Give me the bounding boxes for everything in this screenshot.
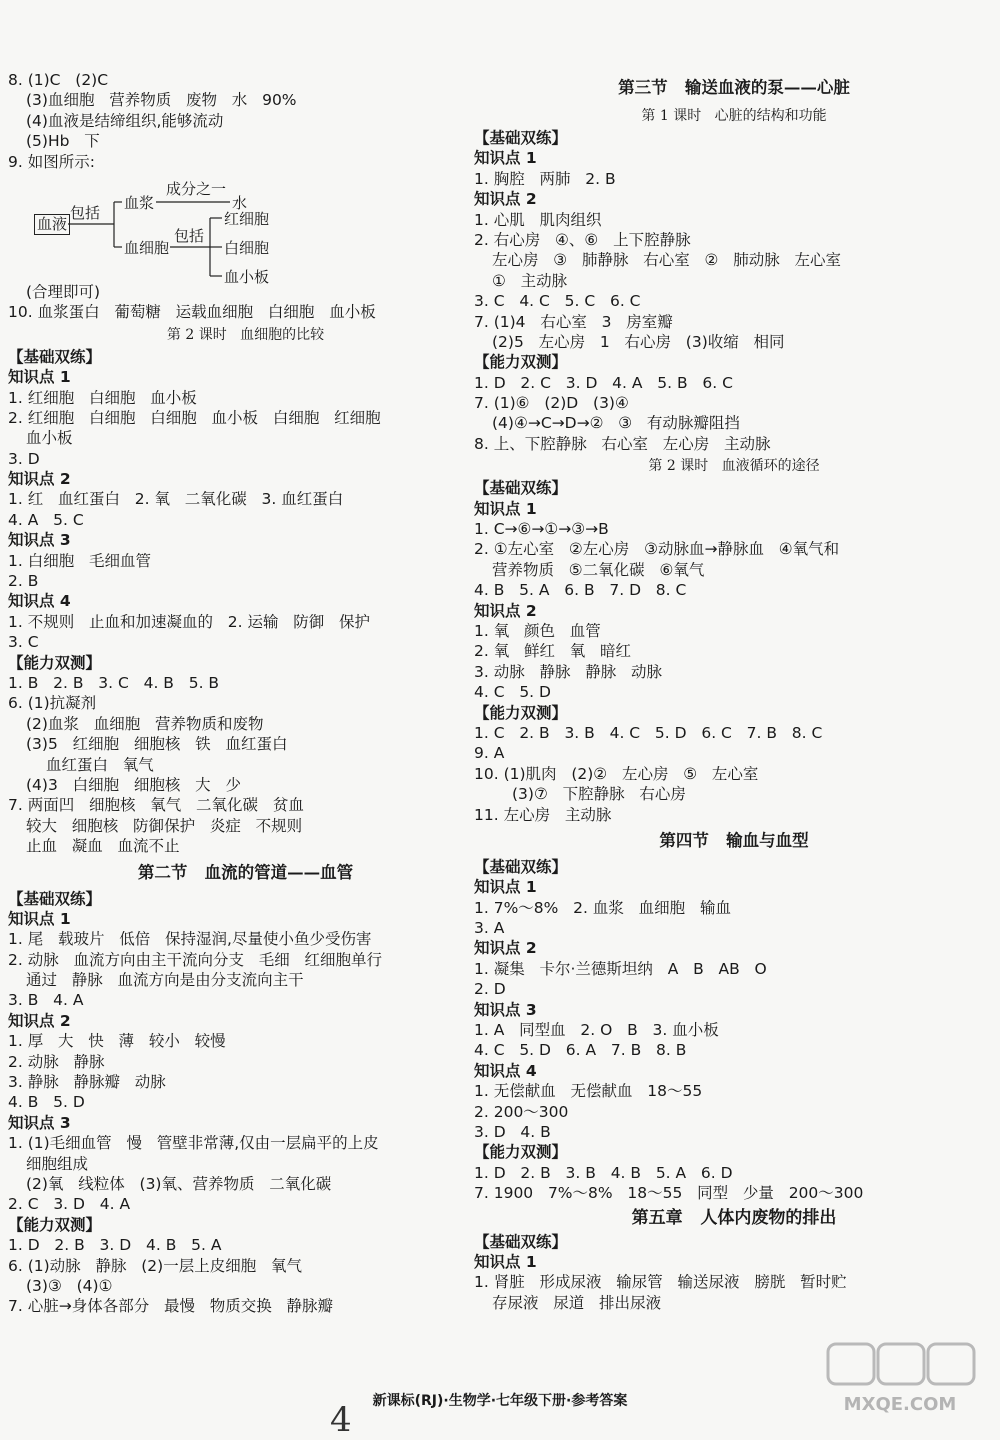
answer-line: 4. B 5. A 6. B 7. D 8. C <box>474 581 687 600</box>
diagram-cells: 血细胞 <box>124 238 170 257</box>
diagram-blood: 血液 <box>34 214 70 235</box>
section-heading: 【基础双练】 <box>474 479 568 498</box>
answer-line: 1. (1)毛细血管 慢 管壁非常薄,仅由一层扁平的上皮 <box>8 1134 379 1153</box>
answer-line: (4)3 白细胞 细胞核 大 少 <box>26 775 241 794</box>
diagram-platelet: 血小板 <box>224 267 270 286</box>
answer-line: (2)5 左心房 1 右心房 (3)收缩 相同 <box>492 332 785 351</box>
answer-line: 10. (1)肌肉 (2)② 左心房 ⑤ 左心室 <box>474 764 759 783</box>
left-after-diagram <box>8 282 483 323</box>
answer-line: 1. 胸腔 两肺 2. B <box>474 169 616 188</box>
answer-line: 1. 不规则 止血和加速凝血的 2. 运输 防御 保护 <box>8 612 371 631</box>
answer-line: 3. D <box>8 449 40 468</box>
answer-line: 7. (1)⑥ (2)D (3)④ <box>474 394 629 413</box>
answer-line: (合理即可) <box>26 282 101 301</box>
section-heading: 【基础双练】 <box>8 889 102 908</box>
diagram-include-1: 包括 <box>70 203 101 222</box>
section-heading: 知识点 2 <box>474 190 537 209</box>
section-heading: 知识点 1 <box>474 499 537 518</box>
section-4-title: 第四节 输血与血型 <box>659 830 809 850</box>
answer-line: 2. C 3. D 4. A <box>8 1195 131 1214</box>
answer-line: 3. 动脉 静脉 静脉 动脉 <box>474 662 663 681</box>
answer-line: 左心房 ③ 肺静脉 右心室 ② 肺动脉 左心室 <box>492 251 841 270</box>
answer-line: 8. (1)C (2)C <box>8 71 109 89</box>
section-heading: 知识点 3 <box>8 1113 71 1132</box>
answer-line: (2)氧 线粒体 (3)氧、营养物质 二氧化碳 <box>26 1174 332 1193</box>
diagram-rbc: 红细胞 <box>224 209 270 228</box>
answer-line: (3)③ (4)① <box>26 1276 113 1295</box>
page-footer: 新课标(RJ)·生物学·七年级下册·参考答案 <box>372 1393 628 1409</box>
answer-line: 2. B <box>8 572 39 591</box>
section-heading: 【能力双测】 <box>474 1143 568 1162</box>
answer-line: 2. 红细胞 白细胞 白细胞 血小板 白细胞 红细胞 <box>8 408 381 427</box>
section-3-lesson-1-title: 第 1 课时 心脏的结构和功能 <box>641 108 827 124</box>
answer-line: 1. 心肌 肌肉组织 <box>474 210 602 229</box>
section-2-title: 第二节 血流的管道——血管 <box>137 862 354 882</box>
section-heading: 知识点 1 <box>474 1252 537 1271</box>
answer-line: 较大 细胞核 防御保护 炎症 不规则 <box>26 816 303 835</box>
answer-line: 通过 静脉 血流方向是由分支流向主干 <box>26 971 304 990</box>
blood-composition-diagram <box>8 174 468 286</box>
section-heading: 知识点 3 <box>8 531 71 550</box>
answer-line: 7. 心脏→身体各部分 最慢 物质交换 静脉瓣 <box>8 1297 334 1316</box>
answer-line: 3. 静脉 静脉瓣 动脉 <box>8 1073 166 1092</box>
answer-line: 11. 左心房 主动脉 <box>474 805 612 824</box>
answer-line: 1. 厚 大 快 薄 较小 较慢 <box>8 1032 226 1051</box>
section-heading: 【能力双测】 <box>8 1215 102 1234</box>
section-heading: 知识点 3 <box>474 1000 537 1019</box>
answer-line: 10. 血浆蛋白 葡萄糖 运载血细胞 白细胞 血小板 <box>8 303 376 322</box>
diagram-component: 成分之一 <box>166 179 227 198</box>
section-3-lesson-2-answers <box>474 478 994 825</box>
answer-line: (5)Hb 下 <box>26 132 100 151</box>
answer-line: 1. 尾 载玻片 低倍 保持湿润,尽量使小鱼少受伤害 <box>8 930 372 949</box>
answer-line: 2. 动脉 静脉 <box>8 1052 105 1071</box>
section-heading: 知识点 2 <box>474 939 537 958</box>
answer-line: (3)5 红细胞 细胞核 铁 血红蛋白 <box>26 735 288 754</box>
section-heading: 知识点 1 <box>474 149 537 168</box>
right-column <box>474 78 994 1313</box>
answer-line: 1. 白细胞 毛细血管 <box>8 551 151 570</box>
answer-line: 血小板 <box>26 429 73 448</box>
answer-line: 4. B 5. D <box>8 1093 85 1112</box>
section-heading: 【基础双练】 <box>474 129 568 147</box>
answer-line: 1. C→⑥→①→③→B <box>474 520 609 539</box>
answer-line: 2. 右心房 ④、⑥ 上下腔静脉 <box>474 230 691 249</box>
answer-line: 2. 200～300 <box>474 1102 569 1121</box>
answer-line: 2. D <box>474 980 506 999</box>
answer-line: 4. C 5. D <box>474 683 551 702</box>
lesson-2-answers <box>8 347 483 857</box>
section-heading: 【能力双测】 <box>8 653 102 672</box>
answer-line: 1. 肾脏 形成尿液 输尿管 输送尿液 膀胱 暂时贮 <box>474 1273 847 1292</box>
section-heading: 【基础双练】 <box>474 1232 568 1251</box>
answer-line: 1. 氧 颜色 血管 <box>474 621 601 640</box>
answer-line: 1. 无偿献血 无偿献血 18～55 <box>474 1082 703 1101</box>
section-3-lesson-2-title: 第 2 课时 血液循环的途径 <box>648 458 820 475</box>
answer-line: 3. A <box>474 919 505 938</box>
answer-line: 血红蛋白 氧气 <box>46 755 154 774</box>
answer-line: (3)血细胞 营养物质 废物 水 90% <box>26 91 297 110</box>
left-top-answers <box>8 70 483 172</box>
answer-line: 9. 如图所示: <box>8 152 95 171</box>
diagram-wbc: 白细胞 <box>224 238 270 257</box>
answer-line: 8. 上、下腔静脉 右心室 左心房 主动脉 <box>474 434 771 453</box>
diagram-plasma: 血浆 <box>124 193 155 212</box>
section-3-title: 第三节 输送血液的泵——心脏 <box>618 78 850 97</box>
answer-line: 1. B 2. B 3. C 4. B 5. B <box>8 673 220 692</box>
section-3-lesson-1-answers <box>474 128 994 454</box>
section-heading: 【能力双测】 <box>474 353 568 372</box>
answer-line: 6. (1)抗凝剂 <box>8 694 97 713</box>
section-heading: 【能力双测】 <box>474 703 568 722</box>
answer-line: 1. 红细胞 白细胞 血小板 <box>8 388 197 407</box>
answer-line: 7. 两面凹 细胞核 氧气 二氧化碳 贫血 <box>8 796 304 815</box>
answer-line: 3. C 4. C 5. C 6. C <box>474 292 641 311</box>
answer-line: 3. C <box>8 633 39 652</box>
watermark-logo <box>820 1340 980 1420</box>
answer-line: (3)⑦ 下腔静脉 右心房 <box>512 785 686 804</box>
answer-line: 9. A <box>474 744 505 763</box>
section-4-answers <box>474 857 994 1204</box>
answer-line: (4)血液是结缔组织,能够流动 <box>26 111 224 130</box>
section-heading: 知识点 2 <box>8 470 71 489</box>
answer-line: 1. 凝集 卡尔·兰德斯坦纳 A B AB O <box>474 959 767 978</box>
section-heading: 知识点 2 <box>474 601 537 620</box>
answer-line: 7. (1)4 右心室 3 房室瓣 <box>474 312 673 331</box>
answer-line: 3. D 4. B <box>474 1122 551 1141</box>
section-heading: 知识点 4 <box>8 592 71 611</box>
section-heading: 知识点 1 <box>8 909 71 928</box>
section-heading: 知识点 2 <box>8 1011 71 1030</box>
watermark-text: MXQE.COM <box>843 1394 957 1415</box>
diagram-include-2: 包括 <box>174 226 205 245</box>
answer-line: (2)血浆 血细胞 营养物质和废物 <box>26 714 264 733</box>
answer-line: 4. A 5. C <box>8 510 84 529</box>
section-heading: 知识点 1 <box>474 878 537 897</box>
answer-line: 营养物质 ⑤二氧化碳 ⑥氧气 <box>492 560 705 579</box>
chapter-5-title: 第五章 人体内废物的排出 <box>631 1207 837 1228</box>
answer-line: 7. 1900 7%～8% 18～55 同型 少量 200～300 <box>474 1184 864 1203</box>
answer-line: 1. A 同型血 2. O B 3. 血小板 <box>474 1021 719 1040</box>
answer-line: 6. (1)动脉 静脉 (2)一层上皮细胞 氧气 <box>8 1256 302 1275</box>
answer-line: 1. 红 血红蛋白 2. 氧 二氧化碳 3. 血红蛋白 <box>8 490 344 509</box>
left-column <box>8 70 483 1317</box>
lesson-2-title: 第 2 课时 血细胞的比较 <box>166 326 325 343</box>
section-heading: 【基础双练】 <box>474 857 568 876</box>
answer-line: 细胞组成 <box>26 1154 89 1173</box>
answer-line: ① 主动脉 <box>492 271 568 290</box>
page-number: 4 <box>330 1400 352 1440</box>
answer-line: 2. 动脉 血流方向由主干流向分支 毛细 红细胞单行 <box>8 950 383 969</box>
answer-line: 1. C 2. B 3. B 4. C 5. D 6. C 7. B 8. C <box>474 723 823 742</box>
answer-line: 1. D 2. B 3. B 4. B 5. A 6. D <box>474 1163 733 1182</box>
section-heading: 【基础双练】 <box>8 347 102 366</box>
answer-line: 1. D 2. C 3. D 4. A 5. B 6. C <box>474 373 733 392</box>
section-heading: 知识点 1 <box>8 368 71 387</box>
answer-line: 存尿液 尿道 排出尿液 <box>492 1293 662 1312</box>
answer-line: 4. C 5. D 6. A 7. B 8. B <box>474 1041 687 1060</box>
section-2-answers <box>8 889 483 1317</box>
section-heading: 知识点 4 <box>474 1061 537 1080</box>
answer-line: 1. 7%～8% 2. 血浆 血细胞 输血 <box>474 898 731 917</box>
answer-line: 2. ①左心室 ②左心房 ③动脉血→静脉血 ④氧气和 <box>474 540 840 559</box>
diagram-water: 水 <box>232 193 248 212</box>
answer-line: (4)④→C→D→② ③ 有动脉瓣阻挡 <box>492 414 740 433</box>
answer-line: 1. D 2. B 3. D 4. B 5. A <box>8 1236 222 1255</box>
chapter-5-answers <box>474 1232 994 1314</box>
answer-line: 2. 氧 鲜红 氧 暗红 <box>474 642 632 661</box>
answer-line: 止血 凝血 血流不止 <box>26 837 180 856</box>
answer-line: 3. B 4. A <box>8 991 84 1010</box>
